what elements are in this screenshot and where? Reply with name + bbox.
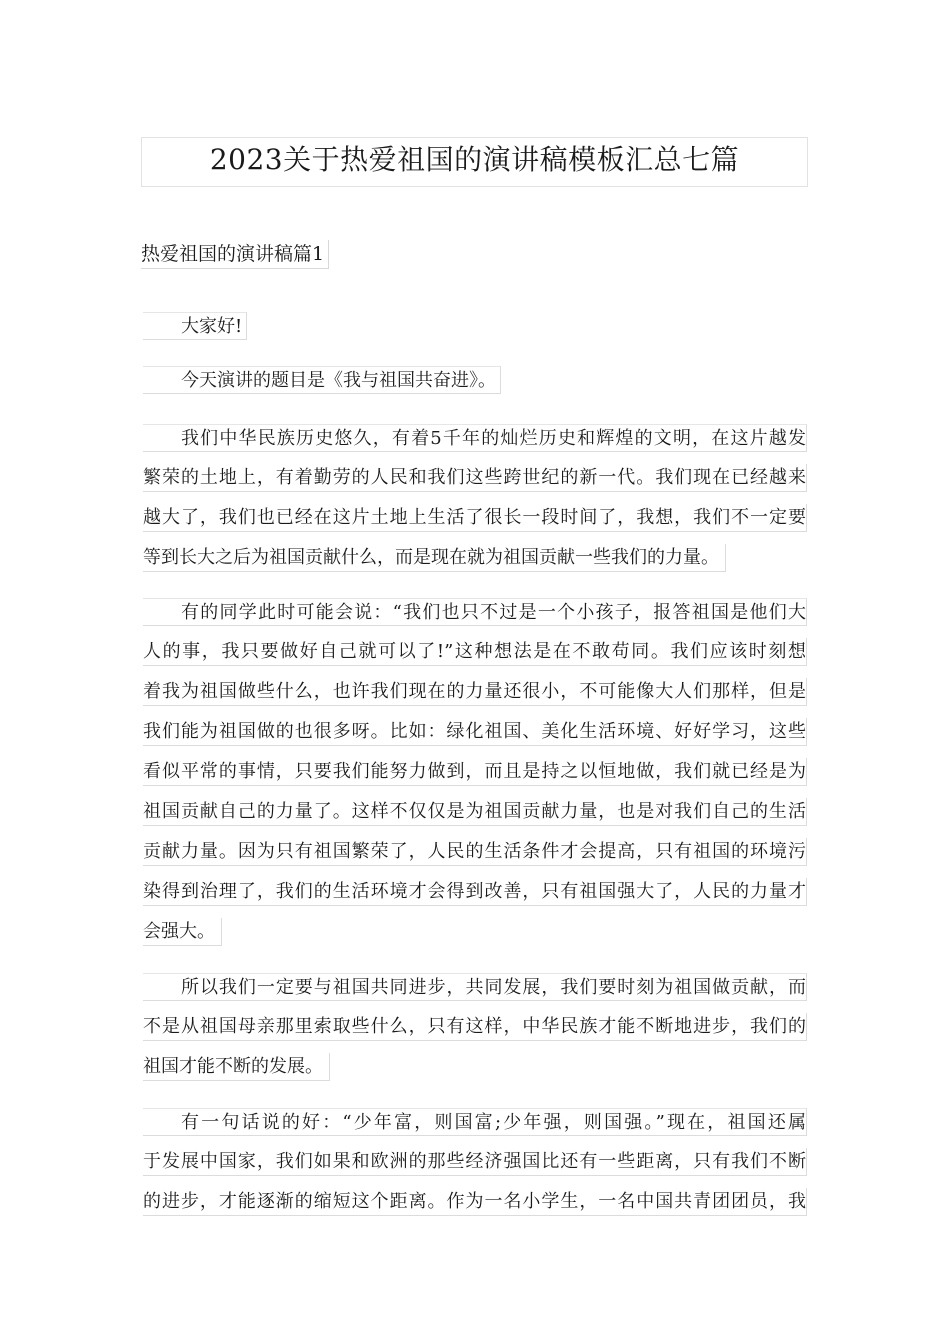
paragraph-topic [143, 366, 807, 410]
paragraph-line: 繁荣的土地上，有着勤劳的人民和我们这些跨世纪的新一代。我们现在已经越来 [143, 464, 807, 492]
paragraph-line: 会强大。 [143, 918, 222, 946]
paragraph-line: 染得到治理了，我们的生活环境才会得到改善，只有祖国强大了，人民的力量才 [143, 878, 807, 906]
document-title-text: 2023关于热爱祖国的演讲稿模板汇总七篇 [209, 143, 740, 176]
paragraph-line: 祖国贡献自己的力量了。这样不仅仅是为祖国贡献力量，也是对我们自己的生活 [143, 798, 807, 826]
paragraph-line: 不是从祖国母亲那里索取些什么，只有这样，中华民族才能不断地进步，我们的 [143, 1013, 807, 1041]
paragraph-line: 等到长大之后为祖国贡献什么，而是现在就为祖国贡献一些我们的力量。 [143, 544, 726, 572]
paragraph-line: 大家好! [143, 312, 247, 340]
paragraph-greeting [143, 312, 807, 356]
paragraph-line: 祖国才能不断的发展。 [143, 1053, 330, 1081]
paragraph-contribution [143, 598, 807, 962]
paragraph-line: 所以我们一定要与祖国共同进步，共同发展，我们要时刻为祖国做贡献，而 [143, 973, 807, 1001]
paragraph-line: 有一句话说的好：“少年富，则国富;少年强，则国强。”现在，祖国还属 [143, 1108, 807, 1136]
paragraph-line: 越大了，我们也已经在这片土地上生活了很长一段时间了，我想，我们不一定要 [143, 504, 807, 532]
paragraph-line: 于发展中国家，我们如果和欧洲的那些经济强国比还有一些距离，只有我们不断 [143, 1148, 807, 1176]
paragraph-line: 看似平常的事情，只要我们能努力做到，而且是持之以恒地做，我们就已经是为 [143, 758, 807, 786]
document-title [141, 137, 808, 187]
paragraph-line: 我们中华民族历史悠久，有着5千年的灿烂历史和辉煌的文明，在这片越发 [143, 424, 807, 452]
paragraph-line: 贡献力量。因为只有祖国繁荣了，人民的生活条件才会提高，只有祖国的环境污 [143, 838, 807, 866]
paragraph-line: 着我为祖国做些什么，也许我们现在的力量还很小，不可能像大人们那样，但是 [143, 678, 807, 706]
paragraph-youth [143, 1108, 807, 1228]
paragraph-history [143, 424, 807, 588]
paragraph-progress [143, 973, 807, 1097]
paragraph-line: 我们能为祖国做的也很多呀。比如：绿化祖国、美化生活环境、好好学习，这些 [143, 718, 807, 746]
paragraph-line: 的进步，才能逐渐的缩短这个距离。作为一名小学生，一名中国共青团团员，我 [143, 1188, 807, 1216]
paragraph-line: 人的事，我只要做好自己就可以了!”这种想法是在不敢苟同。我们应该时刻想 [143, 638, 807, 666]
paragraph-line: 有的同学此时可能会说：“我们也只不过是一个小孩子，报答祖国是他们大 [143, 598, 807, 626]
section-heading: 热爱祖国的演讲稿篇1 [141, 240, 329, 269]
paragraph-line: 今天演讲的题目是《我与祖国共奋进》。 [143, 366, 501, 394]
